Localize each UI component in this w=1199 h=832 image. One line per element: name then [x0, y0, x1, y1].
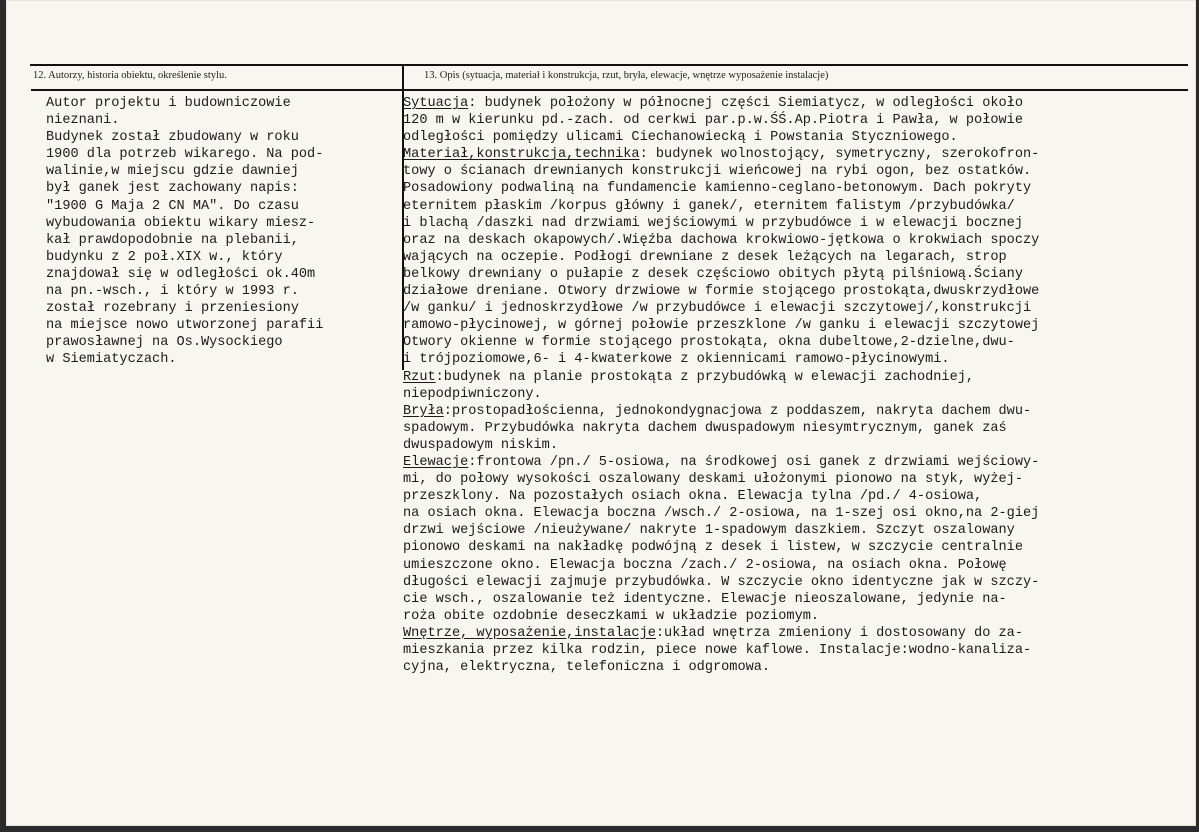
line-text: : budynek położony w północnej części Siemiatycz, w odległości około: [468, 96, 1023, 111]
text-line: [403, 180, 1193, 197]
line-text: /w ganku/ i jednoskrzydłowe /w przybudówce i elewacji szczytowej/,konstrukcji: [403, 301, 1032, 317]
text-line: [403, 642, 1193, 659]
line-text: pionowo deskami na nakładkę podwójną z desek i listew, w szczycie centralnie: [403, 540, 1023, 556]
text-line: [403, 403, 1193, 420]
text-line: [403, 95, 1193, 112]
line-text: przeszklony. Na pozostałych osiach okna. Elewacja tylna /pd./ 4-osiowa,: [403, 489, 983, 505]
text-line: Autor projektu i budowniczowie: [46, 96, 291, 111]
line-text: ramowo-płycinowej, w górnej połowie przeszklone /w ganku i elewacji szczytowej: [403, 318, 1040, 334]
text-line: [403, 369, 1193, 386]
line-text: spadowym. Przybudówka nakryta dachem dwuspadowym niesymtrycznym, ganek zaś: [403, 420, 1007, 436]
text-line: [403, 659, 1193, 676]
text-line: [403, 539, 1193, 556]
text-line: [403, 351, 1193, 368]
text-line: wybudowania obiektu wikary miesz-: [46, 215, 316, 231]
text-line: [403, 112, 1193, 129]
section-label: Wnętrze, wyposażenie,instalacje: [403, 625, 656, 641]
text-line: [403, 608, 1193, 625]
line-text: :frontowa /pn./ 5-osiowa, na środkowej osi ganek z drzwiami wejściowy-: [468, 454, 1040, 470]
text-line: walinie,w miejscu gdzie dawniej: [46, 164, 299, 180]
line-text: odległości pomiędzy ulicami Ciechanowiecką i Powstania Styczniowego.: [403, 130, 958, 146]
text-line: [403, 386, 1193, 403]
section-label: Rzut: [403, 369, 436, 385]
text-line: [403, 454, 1193, 471]
text-line: na pn.-wsch., i który w 1993 r.: [46, 284, 299, 300]
text-line: [403, 163, 1193, 180]
text-line: [403, 334, 1193, 351]
section-label: Elewacje: [403, 454, 469, 470]
line-text: oraz na deskach okapowych/.Więźba dachowa krokwiowo-jętkowa o krokwiach spoczy: [403, 232, 1040, 248]
line-text: cyjna, elektryczna, telefoniczna i odgromowa.: [403, 660, 771, 676]
text-line: "1900 G Maja 2 CN MA". Do czasu: [46, 198, 299, 214]
text-line: [403, 505, 1193, 522]
text-line: [403, 471, 1193, 488]
text-line: kał prawdopodobnie na plebanii,: [46, 232, 299, 248]
line-text: niepodpiwniczony.: [403, 386, 542, 402]
text-line: [403, 249, 1193, 266]
section-label: Bryła: [403, 403, 444, 419]
line-text: cie wsch., oszalowanie też identyczne. Elewacje nieoszalowane, jedynie na-: [403, 591, 1007, 607]
line-text: wających na oczepie. Podłogi drewniane z desek leżących na legarach, strop: [403, 249, 1007, 265]
top-rule: [30, 64, 1188, 66]
text-line: [403, 625, 1193, 642]
line-text: dwuspadowym niskim.: [403, 437, 558, 453]
line-text: roża obite ozdobnie deseczkami w układzie poziomym.: [403, 608, 820, 624]
line-text: belkowy drewniany o pułapie z desek częściowo obitych płytą pilśniową.Ściany: [403, 266, 1023, 282]
text-line: [403, 146, 1193, 163]
line-text: :budynek na planie prostokąta z przybudówką w elewacji zachodniej,: [435, 369, 975, 385]
text-line: [403, 488, 1193, 505]
text-line: [403, 266, 1193, 283]
line-text: : budynek wolnostojący, symetryczny, szerokofron-: [639, 147, 1040, 163]
text-line: [403, 574, 1193, 591]
text-line: [403, 300, 1193, 317]
text-line: [403, 198, 1193, 215]
line-text: i trójpoziomowe,6- i 4-kwaterkowe z okiennicami ramowo-płycinowymi.: [403, 352, 950, 368]
text-line: znajdował się w odległości ok.40m: [46, 266, 316, 282]
line-text: eternitem płaskim /korpus główny i ganek/, eternitem falistym /przybudówka/: [403, 198, 1015, 214]
line-text: Posadowiony podwaliną na fundamencie kamienno-ceglano-betonowym. Dach pokryty: [403, 181, 1032, 197]
text-line: [403, 215, 1193, 232]
text-line: był ganek jest zachowany napis:: [46, 181, 299, 197]
line-text: towy o ścianach drewnianych konstrukcji wieńcowej na rybi ogon, bez ostatków.: [403, 164, 1032, 180]
text-line: w Siemiatyczach.: [46, 352, 177, 368]
text-line: [403, 437, 1193, 454]
header-rule: [31, 89, 1188, 91]
line-text: długości elewacji zajmuje przybudówka. W szczycie okno identyczne jak w szczy-: [403, 574, 1040, 590]
line-text: drzwi wejściowe /nieużywane/ nakryte 1-spadowym daszkiem. Szczyt oszalowany: [403, 523, 1015, 539]
section-label: Sytuacja: [403, 96, 469, 111]
text-line: nieznani.: [46, 113, 120, 129]
text-line: budynku z 2 poł.XIX w., który: [46, 249, 283, 265]
section-13-heading: 13. Opis (sytuacja, materiał i konstrukcja, rzut, bryła, elewacje, wnętrze wyposażenie instalacje): [424, 70, 829, 81]
text-line: [403, 129, 1193, 146]
line-text: na osiach okna. Elewacja boczna /wsch./ 2-osiowa, na 1-szej osi okno,na 2-giej: [403, 506, 1040, 522]
text-line: [403, 420, 1193, 437]
description-text: [403, 95, 1193, 676]
text-line: [403, 283, 1193, 300]
line-text: mi, do połowy wysokości oszalowany deskami ułożonymi pionowo na styk, wyżej-: [403, 472, 1023, 488]
line-text: mieszkania przez kilka rodzin, piece nowe kaflowe. Instalacje:wodno-kanaliza-: [403, 643, 1032, 658]
line-text: :prostopadłościenna, jednokondygnacjowa z poddaszem, nakryta dachem dwu-: [443, 403, 1032, 419]
text-line: został rozebrany i przeniesiony: [46, 301, 299, 317]
line-text: umieszczone okno. Elewacja boczna /zach./ 2-osiowa, na osiach okna. Połowę: [403, 557, 1007, 573]
authors-history-text: [46, 95, 396, 369]
text-line: Budynek został zbudowany w roku: [46, 130, 299, 146]
line-text: 120 m w kierunku pd.-zach. od cerkwi par.p.w.ŚŚ.Ap.Piotra i Pawła, w połowie: [403, 113, 1023, 129]
line-text: :układ wnętrza zmieniony i dostosowany do za-: [655, 625, 1023, 641]
record-card: [6, 0, 1196, 826]
line-text: i blachą /daszki nad drzwiami wejściowymi w przybudówce i w elewacji bocznej: [403, 215, 1023, 231]
text-line: [403, 232, 1193, 249]
text-line: [403, 317, 1193, 334]
text-line: 1900 dla potrzeb wikarego. Na pod-: [46, 147, 324, 163]
text-line: [403, 522, 1193, 539]
text-line: [403, 591, 1193, 608]
text-line: na miejsce nowo utworzonej parafii: [46, 318, 324, 334]
text-line: prawosławnej na Os.Wysockiego: [46, 335, 283, 351]
line-text: działowe dreniane. Otwory drzwiowe w formie stojącego prostokąta,dwuskrzydłowe: [403, 284, 1040, 300]
section-12-heading: 12. Autorzy, historia obiektu, określenie stylu.: [33, 70, 227, 81]
text-line: [403, 557, 1193, 574]
line-text: Otwory okienne w formie stojącego prostokąta, okna dubeltowe,2-dzielne,dwu-: [403, 335, 1015, 351]
section-label: Materiał,konstrukcja,technika: [403, 147, 640, 163]
